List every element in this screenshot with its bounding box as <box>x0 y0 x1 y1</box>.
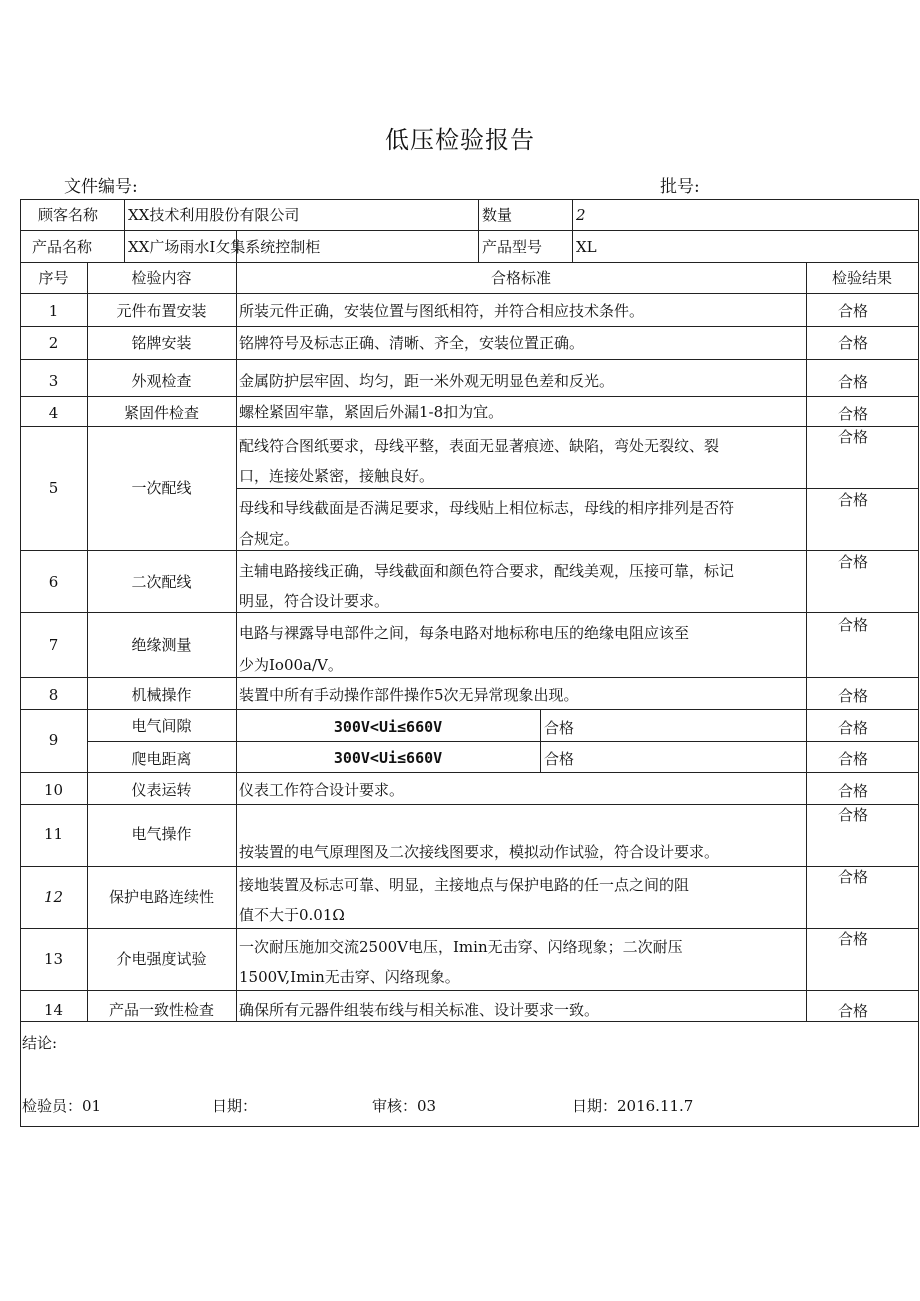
row-item: 机械操作 <box>131 686 192 704</box>
row-no: 4 <box>48 404 59 422</box>
quantity-value: 2 <box>576 206 586 224</box>
row-item: 二次配线 <box>131 573 192 591</box>
conclusion-label: 结论: <box>22 1034 58 1052</box>
row-item: 介电强度试验 <box>116 950 207 968</box>
customer-label: 顾客名称 <box>38 206 99 224</box>
row-standard: 装置中所有手动操作部件操作5次无异常现象出现。 <box>239 686 579 704</box>
row-result: 合格 <box>837 868 868 886</box>
review-date: 日期：2016.11.7 <box>572 1097 694 1115</box>
row-standard: 确保所有元器件组装布线与相关标准、设计要求一致。 <box>239 1001 600 1019</box>
row-no: 9 <box>48 731 59 749</box>
row-no: 8 <box>48 686 59 704</box>
row-no: 7 <box>48 636 59 654</box>
row-condition: 300V<Ui≤660V <box>333 718 443 736</box>
row-standard: 金属防护层牢固、均匀，距一米外观无明显色差和反光。 <box>239 372 615 390</box>
row-result: 合格 <box>837 930 868 948</box>
row-item: 元件布置安装 <box>116 302 207 320</box>
model-label: 产品型号 <box>482 238 543 256</box>
row-item: 电气操作 <box>131 825 192 843</box>
row-standard: 电路与裸露导电部件之间，每条电路对地标称电压的绝缘电阻应该至 <box>239 624 690 642</box>
row-standard: 配线符合图纸要求，母线平整，表面无显著痕迹、缺陷，弯处无裂纹、裂 <box>239 437 720 455</box>
row-no: 1 <box>48 302 59 320</box>
row-no: 10 <box>43 781 64 799</box>
row-no: 14 <box>43 1001 64 1019</box>
row-standard: 母线和导线截面是否满足要求，母线贴上相位标志，母线的相序排列是否符 <box>239 499 735 517</box>
row-no: 6 <box>48 573 59 591</box>
row-result: 合格 <box>837 750 868 768</box>
inspection-date: 日期： <box>212 1097 258 1115</box>
reviewer: 审核：03 <box>372 1097 437 1115</box>
row-standard: 合规定。 <box>239 530 300 548</box>
row-item: 绝缘测量 <box>131 636 192 654</box>
row-value: 合格 <box>544 750 575 768</box>
row-no: 5 <box>48 479 59 497</box>
report-title: 低压检验报告 <box>385 126 535 154</box>
row-standard: 口，连接处紧密，接触良好。 <box>239 467 435 485</box>
batch-no-label: 批号: <box>660 177 700 197</box>
row-standard: 1500V,Imin无击穿、闪络现象。 <box>239 968 460 986</box>
row-result: 合格 <box>837 1002 868 1020</box>
row-result: 合格 <box>837 806 868 824</box>
row-item: 仪表运转 <box>131 781 192 799</box>
row-item: 一次配线 <box>131 479 192 497</box>
row-item: 电气间隙 <box>131 717 192 735</box>
model-value: XL <box>576 238 597 256</box>
row-item: 紧固件检查 <box>123 404 199 422</box>
row-no: 2 <box>48 334 59 352</box>
row-standard: 铭牌符号及标志正确、清晰、齐全，安装位置正确。 <box>239 334 585 352</box>
col-item: 检验内容 <box>131 269 192 287</box>
col-seq: 序号 <box>38 269 69 287</box>
row-standard: 仪表工作符合设计要求。 <box>239 781 405 799</box>
row-result: 合格 <box>837 782 868 800</box>
row-standard: 少为Io00a/V。 <box>239 656 343 674</box>
row-standard: 一次耐压施加交流2500V电压，Imin无击穿、闪络现象；二次耐压 <box>239 938 683 956</box>
row-item: 铭牌安装 <box>131 334 192 352</box>
row-standard: 主辅电路接线正确，导线截面和颜色符合要求，配线美观，压接可靠，标记 <box>239 562 735 580</box>
row-standard: 按装置的电气原理图及二次接线图要求，模拟动作试验，符合设计要求。 <box>239 843 720 861</box>
row-result: 合格 <box>837 687 868 705</box>
product-label: 产品名称 <box>32 238 93 256</box>
row-result: 合格 <box>837 719 868 737</box>
row-result: 合格 <box>837 302 868 320</box>
row-no: 11 <box>43 825 64 843</box>
row-standard: 接地装置及标志可靠、明显，主接地点与保护电路的任一点之间的阻 <box>239 876 690 894</box>
col-standard: 合格标准 <box>490 269 551 287</box>
product-value: XX广场雨水I攵集系统控制柜 <box>128 238 321 256</box>
row-standard: 明显，符合设计要求。 <box>239 592 390 610</box>
file-no-label: 文件编号: <box>64 177 138 197</box>
row-result: 合格 <box>837 405 868 423</box>
row-no: 13 <box>43 950 64 968</box>
row-item: 产品一致性检查 <box>108 1001 214 1019</box>
row-standard: 螺栓紧固牢靠，紧固后外漏1-8扣为宜。 <box>239 403 504 421</box>
row-result: 合格 <box>837 491 868 509</box>
row-item: 外观检查 <box>131 372 192 390</box>
customer-value: XX技术利用股份有限公司 <box>128 206 300 224</box>
col-result: 检验结果 <box>831 269 892 287</box>
row-result: 合格 <box>837 373 868 391</box>
inspector: 检验员：01 <box>22 1097 102 1115</box>
row-standard: 值不大于0.01Ω <box>239 906 345 924</box>
row-result: 合格 <box>837 428 868 446</box>
row-standard: 所装元件正确，安装位置与图纸相符，并符合相应技术条件。 <box>239 302 645 320</box>
row-item: 爬电距离 <box>131 750 192 768</box>
quantity-label: 数量 <box>482 206 513 224</box>
row-no: 12 <box>43 888 64 906</box>
row-result: 合格 <box>837 553 868 571</box>
row-result: 合格 <box>837 616 868 634</box>
row-value: 合格 <box>544 719 575 737</box>
row-result: 合格 <box>837 334 868 352</box>
row-item: 保护电路连续性 <box>108 888 214 906</box>
row-no: 3 <box>48 372 59 390</box>
row-condition: 300V<Ui≤660V <box>333 749 443 767</box>
